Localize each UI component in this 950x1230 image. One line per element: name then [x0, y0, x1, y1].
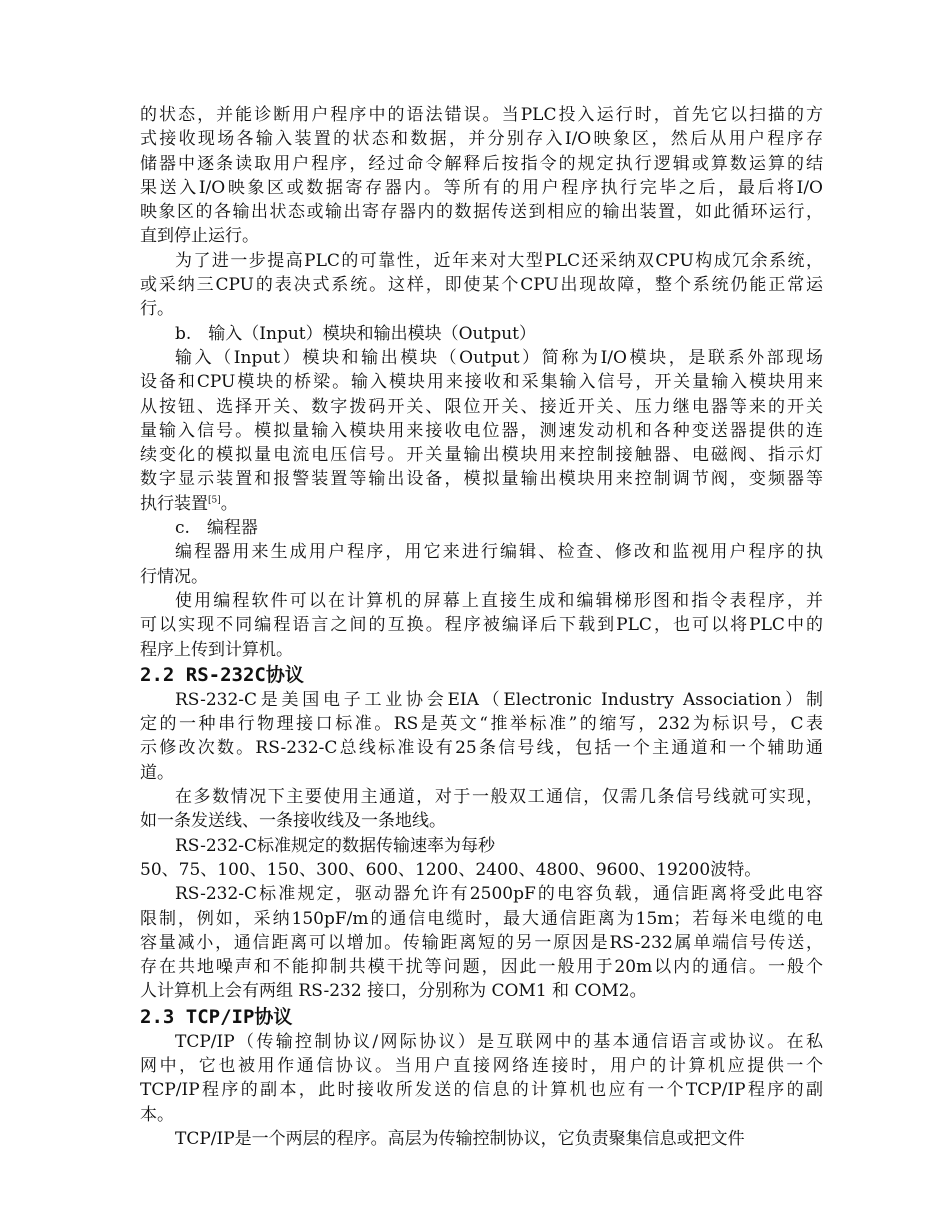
text-line: RS-232-C标准规定的数据传输速率为每秒 [175, 835, 496, 856]
paragraph-io-module [140, 346, 823, 516]
subheading-io-module: b. 输入（Input）模块和输出模块（Output） [175, 323, 536, 344]
text-line: 容量减小，通信距离可以增加。传输距离短的另一原因是RS-232属单端信号传送， [140, 932, 823, 953]
document-page [140, 103, 823, 1151]
text-line: 续变化的模拟量电流电压信号。开关量输出模块用来控制接触器、电磁阀、指示灯 [140, 445, 823, 466]
paragraph-tcpip-layers [140, 1127, 823, 1151]
text-line: 式接收现场各输入装置的状态和数据，并分别存入I/O映象区，然后从用户程序存 [140, 129, 823, 150]
paragraph-rs232-definition [140, 688, 823, 785]
text-line: 网中，它也被用作通信协议。当用户直接网络连接时，用户的计算机应提供一个 [140, 1055, 823, 1076]
text-line: 50、75、100、150、300、600、1200、2400、4800、9600、19200波特。 [140, 859, 762, 880]
text-line: 行。 [140, 299, 174, 320]
paragraph-plc-reliability [140, 249, 823, 322]
text-line: TCP/IP程序的副本，此时接收所发送的信息的计算机也应有一个TCP/IP程序的副 [140, 1080, 823, 1101]
text-line: 存在共地噪声和不能抑制共模干扰等问题，因此一般用于20m以内的通信。一般个 [140, 957, 823, 978]
paragraph-rs232-distance [140, 882, 823, 1003]
text-line: 如一条发送线、一条接收线及一条地线。 [140, 811, 446, 832]
text-line: 或采纳三CPU的表决式系统。这样，即使某个CPU出现故障，整个系统仍能正常运 [140, 275, 823, 296]
citation-ref: [5] [208, 495, 221, 506]
text-line: 储器中逐条读取用户程序，经过命令解释后按指令的规定执行逻辑或算数运算的结 [140, 153, 823, 174]
text-line: 果送入I/O映象区或数据寄存器内。等所有的用户程序执行完毕之后，最后将I/O [140, 177, 823, 198]
text-line: 使用编程软件可以在计算机的屏幕上直接生成和编辑梯形图和指令表程序，并 [175, 590, 823, 611]
text-line: 限制，例如，采纳150pF/m的通信电缆时，最大通信距离为15m；若每米电缆的电 [140, 908, 823, 929]
text-line: 从按钮、选择开关、数字拨码开关、限位开关、接近开关、压力继电器等来的开关 [140, 396, 823, 417]
text-line: 输入（Input）模块和输出模块（Output）简称为I/O模块，是联系外部现场 [175, 347, 823, 368]
text-line [140, 492, 823, 516]
section-heading-tcpip: 2.3 TCP/IP协议 [140, 1005, 293, 1028]
text-line: 量输入信号。模拟量输入模块用来接收电位器，测速发动机和各种变送器提供的连 [140, 420, 823, 441]
subheading-programmer: c. 编程器 [175, 518, 258, 539]
text-line: 行情况。 [140, 566, 208, 587]
paragraph-tcpip-definition [140, 1030, 823, 1127]
text-line: 程序上传到计算机。 [140, 639, 293, 660]
text-line: 定的一种串行物理接口标准。RS是英文“推举标准”的缩写，232为标识号，C表 [140, 714, 823, 735]
text-line: TCP/IP（传输控制协议/网际协议）是互联网中的基本通信语言或协议。在私 [175, 1031, 823, 1052]
text-line: 本。 [140, 1104, 174, 1125]
text-line: 直到停止运行。 [140, 226, 259, 247]
text-line: 可以实现不同编程语言之间的互换。程序被编译后下载到PLC，也可以将PLC中的 [140, 615, 823, 636]
text-line: 数字显示装置和报警装置等输出设备，模拟量输出模块用来控制调节阀，变频器等 [140, 469, 823, 490]
paragraph-rs232-channel [140, 785, 823, 834]
text-line: RS-232-C是美国电子工业协会EIA（Electronic Industry Association）制 [175, 689, 823, 710]
paragraph-rs232-baud [140, 834, 823, 883]
text-span: 。 [220, 493, 238, 514]
text-line: 道。 [140, 762, 174, 783]
section-heading-rs232c: 2.2 RS-232C协议 [140, 663, 304, 686]
text-line: 映象区的各输出状态或输出寄存器内的数据传送到相应的输出装置，如此循环运行， [140, 202, 823, 223]
text-line: 人计算机上会有两组 RS-232 接口，分别称为 COM1 和 COM2。 [140, 981, 647, 1002]
text-line: 为了进一步提高PLC的可靠性，近年来对大型PLC还采纳双CPU构成冗余系统， [175, 250, 823, 271]
text-span: 执行装置 [140, 493, 208, 514]
paragraph-programming-software [140, 589, 823, 662]
text-line: RS-232-C标准规定，驱动器允许有2500pF的电容负载，通信距离将受此电容 [175, 884, 823, 905]
text-line: TCP/IP是一个两层的程序。高层为传输控制协议，它负责聚集信息或把文件 [175, 1128, 745, 1149]
text-line: 示修改次数。RS-232-C总线标准设有25条信号线，包括一个主通道和一个辅助通 [140, 738, 823, 759]
text-line: 编程器用来生成用户程序，用它来进行编辑、检查、修改和监视用户程序的执 [175, 542, 823, 563]
paragraph-programmer [140, 540, 823, 589]
paragraph-plc-scan [140, 103, 823, 249]
text-line: 设备和CPU模块的桥梁。输入模块用来接收和采集输入信号，开关量输入模块用来 [140, 372, 823, 393]
text-line: 的状态，并能诊断用户程序中的语法错误。当PLC投入运行时，首先它以扫描的方 [140, 105, 823, 125]
text-line: 在多数情况下主要使用主通道，对于一般双工通信，仅需几条信号线就可实现， [175, 787, 823, 808]
